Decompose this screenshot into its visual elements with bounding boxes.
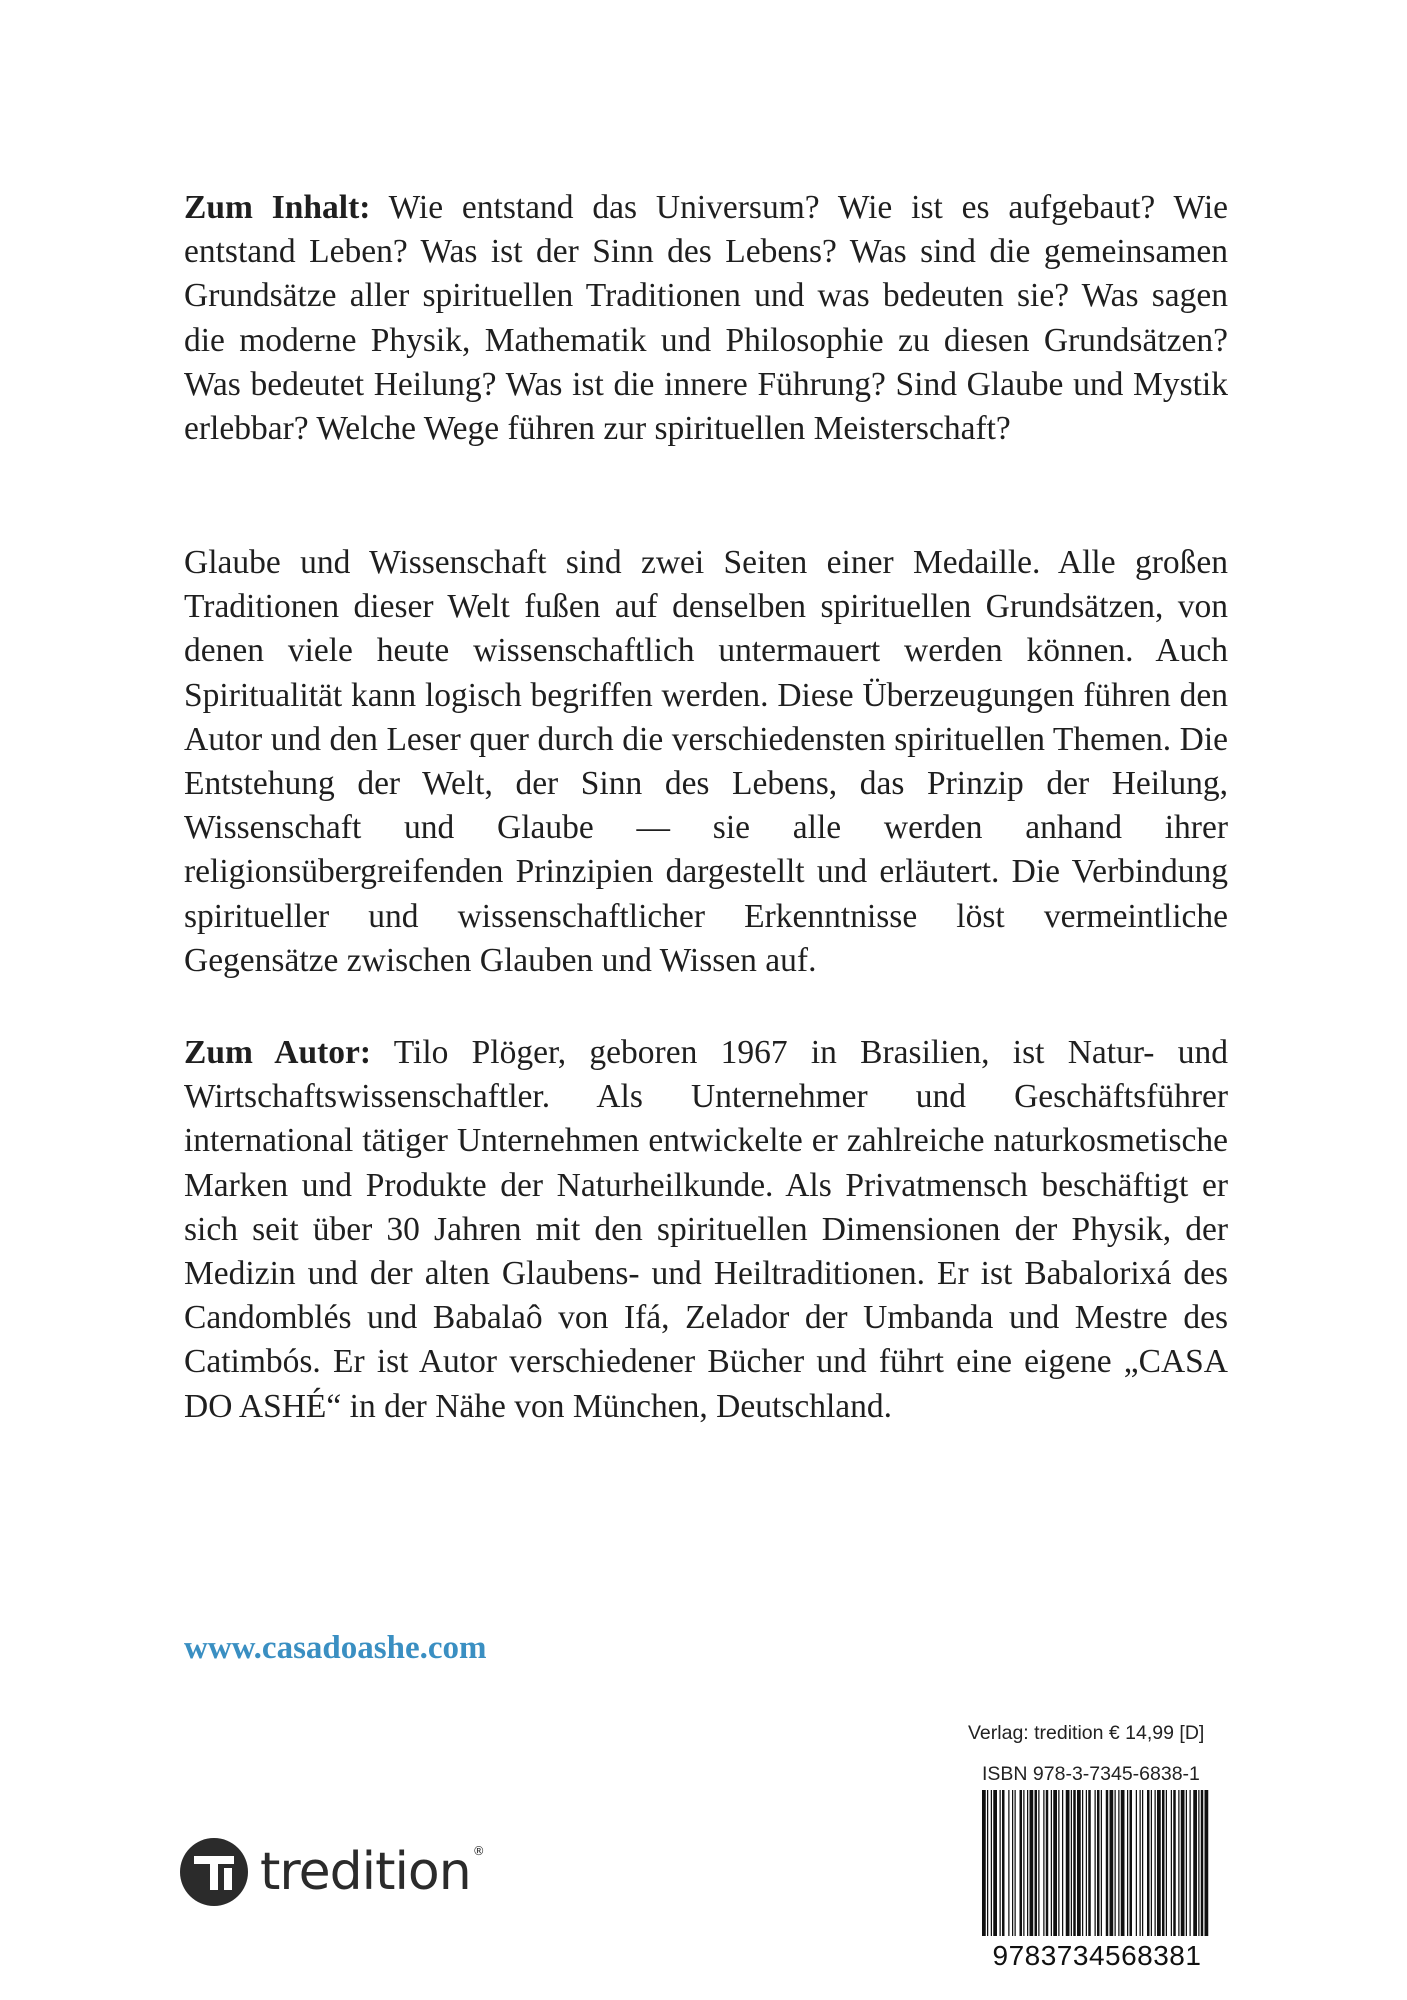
logo-wordmark: tredition	[260, 1842, 471, 1902]
author-heading: Zum Autor:	[184, 1034, 372, 1071]
content-heading: Zum Inhalt:	[184, 189, 371, 226]
content-description	[184, 186, 1228, 451]
author-text: Tilo Plöger, geboren 1967 in Brasilien, ist Natur- und Wirtschaftswissenschaftler. Als Unternehmer und Geschäftsführer international tätiger Unternehmen entwickelte er zahlreiche naturkosmetische Marken und Produkte der Naturheilkunde. Als Privatmensch beschäftigt er sich seit über 30 Jahren mit den spirituellen Dimensionen der Physik, der Medizin und der alten Glaubens- und Heiltraditionen. Er ist Babalorixá des Candomblés und Babalaô von Ifá, Zelador der Umbanda und Mestre des Catimbós. Er ist Autor verschiedener Bücher und führt eine eigene „CASA DO ASHÉ“ in der Nähe von München, Deutschland.	[184, 1034, 1228, 1425]
barcode-digits: 9783734568381	[992, 1940, 1202, 1971]
summary-text: Glaube und Wissenschaft sind zwei Seiten einer Medaille. Alle großen Traditionen dieser Welt fußen auf denselben spirituellen Grundsätzen, von denen viele heute wissenschaftlich untermauert werden können. Auch Spiritualität kann logisch begriffen werden. Diese Überzeugungen führen den Autor und den Leser quer durch die verschiedensten spirituellen Themen. Die Entstehung der Welt, der Sinn des Lebens, das Prinzip der Heilung, Wissenschaft und Glaube — sie alle werden anhand ihrer religionsübergreifenden Prinzipien dargestellt und erläutert. Die Verbindung spiritueller und wissenschaftlicher Erkenntnisse löst vermeintliche Gegensätze zwischen Glauben und Wissen auf.	[184, 544, 1228, 979]
content-text: Wie entstand das Universum? Wie ist es aufgebaut? Wie entstand Leben? Was ist der Sinn des Lebens? Was sind die gemeinsamen Grundsätze aller spirituellen Traditionen und was bedeuten sie? Was sagen die moderne Physik, Mathematik und Philosophie zu diesen Grundsätzen? Was bedeutet Heilung? Was ist die innere Führung? Sind Glaube und Mystik erlebbar? Welche Wege führen zur spirituellen Meisterschaft?	[184, 189, 1228, 448]
isbn-number: ISBN 978-3-7345-6838-1	[982, 1763, 1200, 1785]
registered-mark: ®	[472, 1844, 485, 1858]
tredition-logo-icon	[180, 1838, 248, 1906]
author-bio	[184, 1031, 1228, 1429]
website-link[interactable]: www.casadoashe.com	[184, 1630, 487, 1666]
publisher-price: Verlag: tredition € 14,99 [D]	[968, 1722, 1205, 1744]
publisher-logo	[180, 1838, 485, 1906]
barcode	[980, 1790, 1210, 1936]
book-summary	[184, 541, 1228, 983]
